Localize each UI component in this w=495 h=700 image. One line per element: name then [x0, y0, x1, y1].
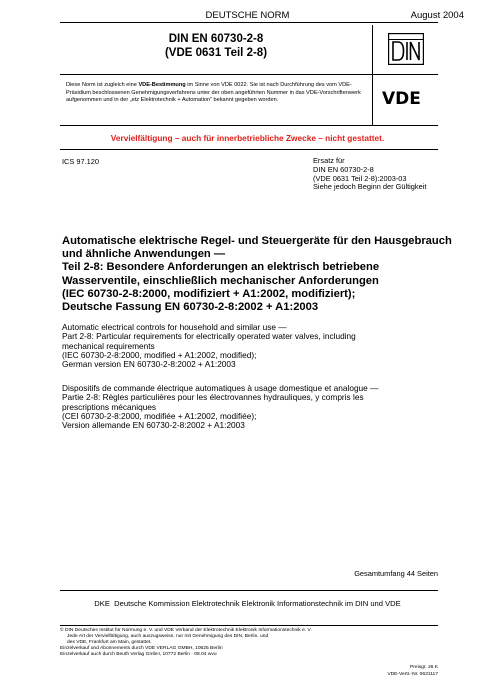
title-french-line: (CEI 60730-2-8:2000, modifiée + A1:2002, modifiée); — [62, 410, 257, 421]
title-german — [62, 235, 452, 314]
replacement-line: DIN EN 60730-2-8 — [313, 164, 374, 174]
title-english — [62, 323, 442, 369]
copyright-line: des VDE, Frankfurt am Main, gestattet. — [67, 640, 152, 646]
copyright-line: Einzelverkauf und Abonnements durch VDE VERLAG GMBH, 10625 Berlin — [60, 646, 223, 652]
vde-notice — [66, 82, 366, 105]
title-english-line: (IEC 60730-2-8:2000, modified + A1:2002, modified); — [62, 349, 257, 360]
standard-number-block — [60, 32, 372, 60]
title-english-line: Automatic electrical controls for household and similar use — — [62, 322, 287, 332]
replacement-line: Ersatz für — [313, 156, 345, 165]
notice-prefix: Diese Norm ist zugleich eine — [66, 82, 139, 88]
copyright-notice — [60, 628, 370, 658]
price-group: Preisgr. 26 K — [410, 665, 438, 670]
total-pages: Gesamtumfang 44 Seiten — [354, 569, 438, 578]
title-english-line: Part 2-8: Particular requirements for electrically operated water valves, including — [62, 331, 356, 342]
title-english-line: German version EN 60730-2-8:2002 + A1:2003 — [62, 359, 236, 370]
replacement-note — [313, 157, 426, 192]
copyright-line: Jede Art der Vervielfältigung, auch auszugsweise, nur mit Genehmigung des DIN, Berlin, und — [67, 634, 269, 640]
title-english-line: mechanical requirements — [62, 340, 155, 351]
header-bottom-divider — [60, 125, 438, 126]
title-german-line: (IEC 60730-2-8:2000, modifiziert + A1:2002, modifiziert); — [62, 287, 356, 300]
price-info — [387, 664, 438, 678]
copyright-line: © DIN Deutsches Institut für Normung e. V. und VDE Verband der Elektrotechnik Elektronik Informationstechnik e. V. — [60, 628, 312, 633]
header-vertical-divider — [372, 25, 373, 125]
title-german-line: Automatische elektrische Regel- und Steuergeräte für den Hausgebrauch — [62, 235, 452, 247]
ics-code: ICS 97.120 — [62, 157, 99, 166]
header-left-divider — [60, 74, 372, 75]
middle-rule — [60, 149, 438, 150]
top-rule — [60, 22, 438, 23]
vde-logo: VDE — [382, 89, 421, 109]
dke-rule — [60, 590, 438, 591]
standard-number: DIN EN 60730-2-8 — [168, 33, 264, 45]
title-french — [62, 384, 442, 430]
replacement-line: Siehe jedoch Beginn der Gültigkeit — [313, 182, 427, 192]
norm-type-label: DEUTSCHE NORM — [205, 10, 290, 21]
copyright-line: Einzelverkauf auch durch Beuth Verlag GmbH, 10772 Berlin · 08.04 wvu — [60, 652, 217, 658]
dke-full-name: Deutsche Kommission Elektrotechnik Elektronik Informationstechnik im DIN und VDE — [114, 599, 401, 608]
title-german-line: Teil 2-8: Besondere Anforderungen an elektrisch betriebene — [62, 261, 380, 274]
title-french-line: prescriptions mécaniques — [62, 401, 157, 412]
replacement-line: (VDE 0631 Teil 2-8):2003-03 — [313, 173, 407, 183]
title-german-line: Deutsche Fassung EN 60730-2-8:2002 + A1:2003 — [62, 301, 319, 314]
notice-bold-term: VDE-Bestimmung — [138, 82, 186, 88]
issue-date: August 2004 — [410, 10, 464, 21]
dke-abbreviation: DKE — [94, 599, 110, 608]
vde-classification: (VDE 0631 Teil 2-8) — [164, 47, 268, 59]
title-french-line: Version allemande EN 60730-2-8:2002 + A1:2003 — [62, 420, 245, 431]
header-right-divider — [372, 74, 438, 75]
title-german-line: und ähnliche Anwendungen — — [62, 248, 226, 261]
notice-rest: im Sinne von VDE 0022. Sie ist nach Durchführung des vom VDE-Präsidium beschlossenen Genehmigungsverfahrens unter der oben angeführten Nummer in das VDE-Vorschriftenwerk aufgenommen und in der „etz Elektrotechnik + Automation“ bekannt gegeben worden. — [66, 82, 361, 104]
reproduction-warning: Vervielfältigung – auch für innerbetriebliche Zwecke – nicht gestattet. — [110, 133, 385, 143]
title-german-line: Wasserventile, einschließlich mechanischer Anforderungen — [62, 274, 379, 287]
dke-line — [0, 599, 495, 608]
footer-rule — [60, 625, 438, 626]
title-french-line: Partie 2-8: Règles particulières pour les électrovannes hydrauliques, y compris les — [62, 392, 364, 403]
din-logo — [388, 33, 424, 65]
title-french-line: Dispositifs de commande électrique automatiques à usage domestique et analogue — — [62, 383, 379, 393]
vde-order-number: VDE-Vertr.-Nr. 0631117 — [387, 672, 438, 677]
header-box — [60, 25, 438, 126]
